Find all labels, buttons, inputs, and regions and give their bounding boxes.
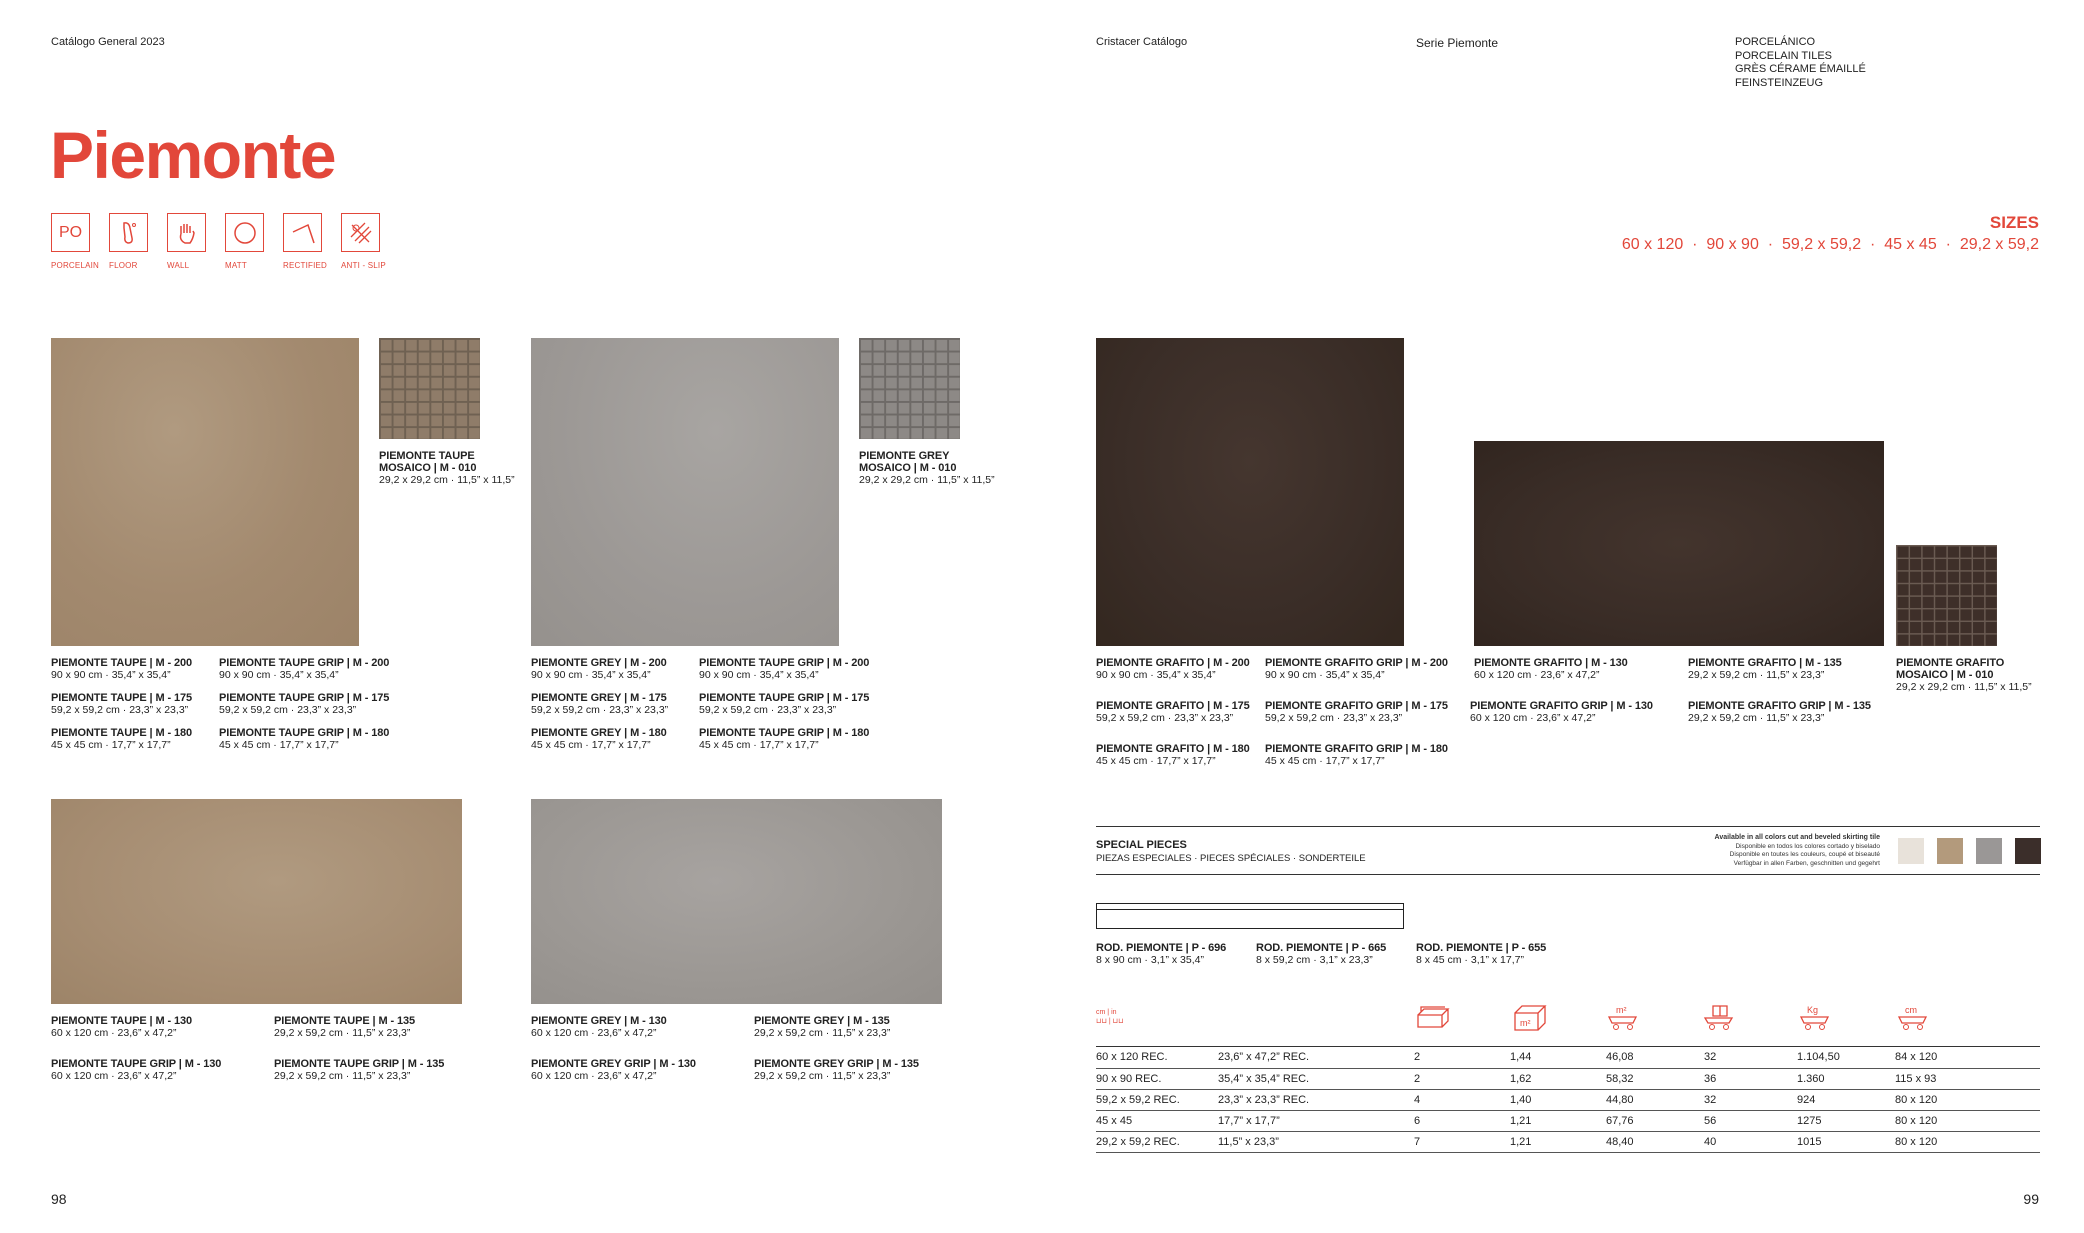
cell: 32	[1704, 1089, 1797, 1110]
cell: 6	[1414, 1110, 1510, 1131]
grey-mosaic-image	[859, 338, 960, 439]
caption: PIEMONTE TAUPE | M - 175 59,2 x 59,2 cm · 23,3” x 23,3”	[51, 692, 193, 716]
cell: 23,3” x 23,3” REC.	[1218, 1089, 1414, 1110]
cell: 1275	[1797, 1110, 1895, 1131]
cell: 40	[1704, 1131, 1797, 1152]
cell: 84 x 120	[1895, 1047, 2040, 1068]
table-row	[1096, 1047, 2040, 1068]
cell: 1,44	[1510, 1047, 1606, 1068]
material-line: FEINSTEINZEUG	[1735, 76, 1824, 89]
cell: 23,6” x 47,2” REC.	[1218, 1047, 1414, 1068]
matt-label: MATT	[225, 261, 247, 270]
taupe-square-tile-image	[51, 338, 359, 646]
caption: PIEMONTE GREY | M - 135 29,2 x 59,2 cm · 11,5” x 23,3”	[754, 1015, 891, 1039]
grey-square-tile-image	[531, 338, 839, 646]
caption: PIEMONTE TAUPE GRIP | M - 130 60 x 120 cm · 23,6” x 47,2”	[51, 1058, 222, 1082]
swatch-grey	[1976, 838, 2002, 864]
pieces-per-box-icon	[1414, 1003, 1450, 1038]
note-line: Disponible en todos los colores cortado y biselado	[1735, 842, 1880, 850]
material-line: PORCELÁNICO	[1735, 36, 1816, 48]
cell: 1,40	[1510, 1089, 1606, 1110]
wall-icon	[167, 213, 206, 252]
anti-slip-label: ANTI - SLIP	[341, 261, 386, 270]
cell: 46,08	[1606, 1047, 1704, 1068]
caption: PIEMONTE GREY GRIP | M - 130 60 x 120 cm · 23,6” x 47,2”	[531, 1058, 696, 1082]
special-note	[1620, 834, 1880, 868]
pallet-size-icon	[1896, 1003, 1932, 1038]
caption: PIEMONTE TAUPE | M - 130 60 x 120 cm · 23,6” x 47,2”	[51, 1015, 193, 1039]
material-list	[1735, 36, 1866, 90]
caption: PIEMONTE GRAFITO | M - 130 60 x 120 cm · 23,6” x 47,2”	[1474, 657, 1628, 681]
running-head-right: Cristacer Catálogo	[1096, 36, 1188, 48]
rectified-label: RECTIFIED	[283, 261, 328, 270]
floor-icon	[109, 213, 148, 252]
cell: 58,32	[1606, 1068, 1704, 1089]
cell: 1015	[1797, 1131, 1895, 1152]
caption: ROD. PIEMONTE | P - 665 8 x 59,2 cm · 3,1” x 23,3”	[1256, 942, 1387, 966]
m2-pallet-icon	[1606, 1003, 1642, 1038]
cell: 7	[1414, 1131, 1510, 1152]
cell: 2	[1414, 1047, 1510, 1068]
caption: PIEMONTE GRAFITO GRIP | M - 180 45 x 45 cm · 17,7” x 17,7”	[1265, 743, 1448, 767]
svg-text:cm: cm	[1905, 1005, 1917, 1015]
cell: 1,21	[1510, 1131, 1606, 1152]
cell: 4	[1414, 1089, 1510, 1110]
caption: PIEMONTE GRAFITO GRIP | M - 130 60 x 120 cm · 23,6” x 47,2”	[1470, 700, 1653, 724]
grafito-mosaic-caption: PIEMONTE GRAFITO MOSAICO | M - 010 29,2 x 29,2 cm · 11,5” x 11,5”	[1896, 657, 2032, 693]
cell: 44,80	[1606, 1089, 1704, 1110]
svg-text:m²: m²	[1616, 1005, 1627, 1015]
caption: PIEMONTE GREY | M - 200 90 x 90 cm · 35,4” x 35,4”	[531, 657, 667, 681]
caption: PIEMONTE TAUPE GRIP | M - 200 90 x 90 cm · 35,4” x 35,4”	[219, 657, 390, 681]
skirting-drawing	[1096, 903, 1404, 929]
cell: 60 x 120 REC.	[1096, 1047, 1218, 1068]
taupe-rect-tile-image	[51, 799, 462, 1004]
cell: 1.360	[1797, 1068, 1895, 1089]
caption: PIEMONTE GREY | M - 130 60 x 120 cm · 23,6” x 47,2”	[531, 1015, 667, 1039]
cell: 80 x 120	[1895, 1131, 2040, 1152]
table-row	[1096, 1068, 2040, 1089]
material-line: GRÈS CÉRAME ÉMAILLÉ	[1735, 63, 1866, 75]
cell: 90 x 90 REC.	[1096, 1068, 1218, 1089]
cell: 35,4” x 35,4” REC.	[1218, 1068, 1414, 1089]
cell: 80 x 120	[1895, 1110, 2040, 1131]
grafito-square-tile-image	[1096, 338, 1404, 646]
caption: PIEMONTE GREY | M - 180 45 x 45 cm · 17,7” x 17,7”	[531, 727, 667, 751]
cell: 11,5” x 23,3”	[1218, 1131, 1414, 1152]
grafito-mosaic-image	[1896, 545, 1997, 646]
page-number-right: 99	[2023, 1191, 2039, 1207]
special-title: SPECIAL PIECES	[1096, 839, 1187, 851]
taupe-mosaic-image	[379, 338, 480, 439]
page-number-left: 98	[51, 1191, 67, 1207]
caption: PIEMONTE TAUPE GRIP | M - 180 45 x 45 cm · 17,7” x 17,7”	[219, 727, 390, 751]
swatch-taupe	[1937, 838, 1963, 864]
caption: PIEMONTE GRAFITO | M - 175 59,2 x 59,2 cm · 23,3” x 23,3”	[1096, 700, 1250, 724]
cell: 80 x 120	[1895, 1089, 2040, 1110]
caption: PIEMONTE GRAFITO | M - 135 29,2 x 59,2 cm · 11,5” x 23,3”	[1688, 657, 1842, 681]
note-line: Available in all colors cut and beveled skirting tile	[1714, 834, 1880, 841]
caption: PIEMONTE TAUPE GRIP | M - 175 59,2 x 59,2 cm · 23,3” x 23,3”	[699, 692, 870, 716]
cell: 59,2 x 59,2 REC.	[1096, 1089, 1218, 1110]
caption: ROD. PIEMONTE | P - 696 8 x 90 cm · 3,1” x 35,4”	[1096, 942, 1227, 966]
special-bottom-rule	[1096, 874, 2040, 875]
svg-text:m²: m²	[1520, 1018, 1531, 1028]
caption: PIEMONTE TAUPE GRIP | M - 200 90 x 90 cm · 35,4” x 35,4”	[699, 657, 870, 681]
material-line: PORCELAIN TILES	[1735, 49, 1832, 62]
caption: PIEMONTE GRAFITO GRIP | M - 200 90 x 90 cm · 35,4” x 35,4”	[1265, 657, 1448, 681]
caption: PIEMONTE GRAFITO GRIP | M - 175 59,2 x 59,2 cm · 23,3” x 23,3”	[1265, 700, 1448, 724]
taupe-mosaic-caption: PIEMONTE TAUPE MOSAICO | M - 010 29,2 x 29,2 cm · 11,5” x 11,5”	[379, 450, 515, 486]
cell: 29,2 x 59,2 REC.	[1096, 1131, 1218, 1152]
wall-label: WALL	[167, 261, 190, 270]
svg-text:Kg: Kg	[1807, 1005, 1819, 1015]
cell: 36	[1704, 1068, 1797, 1089]
caption: PIEMONTE TAUPE | M - 200 90 x 90 cm · 35,4” x 35,4”	[51, 657, 193, 681]
caption: PIEMONTE TAUPE GRIP | M - 135 29,2 x 59,2 cm · 11,5” x 23,3”	[274, 1058, 445, 1082]
note-line: Verfügbar in allen Farben, geschnitten und gegehrt	[1733, 859, 1880, 867]
swatch-grafito	[2015, 838, 2041, 864]
caption: PIEMONTE GREY | M - 175 59,2 x 59,2 cm · 23,3” x 23,3”	[531, 692, 669, 716]
cell: 924	[1797, 1089, 1895, 1110]
cell: 48,40	[1606, 1131, 1704, 1152]
cell: 17,7” x 17,7”	[1218, 1110, 1414, 1131]
kg-pallet-icon	[1798, 1003, 1834, 1038]
caption: PIEMONTE TAUPE GRIP | M - 175 59,2 x 59,2 cm · 23,3” x 23,3”	[219, 692, 390, 716]
table-row	[1096, 1131, 2040, 1152]
cell: 2	[1414, 1068, 1510, 1089]
cell: 115 x 93	[1895, 1068, 2040, 1089]
porcelain-icon: PO	[51, 213, 90, 252]
cell: 1,21	[1510, 1110, 1606, 1131]
cell: 1.104,50	[1797, 1047, 1895, 1068]
sizes-list: 60 x 120 · 90 x 90 · 59,2 x 59,2 · 45 x 45 · 29,2 x 59,2	[1621, 236, 2039, 253]
special-top-rule	[1096, 826, 2040, 827]
running-head-left: Catálogo General 2023	[51, 36, 165, 48]
cell: 45 x 45	[1096, 1110, 1218, 1131]
caption: PIEMONTE TAUPE | M - 135 29,2 x 59,2 cm · 11,5” x 23,3”	[274, 1015, 416, 1039]
floor-label: FLOOR	[109, 261, 138, 270]
special-subtitle: PIEZAS ESPECIALES · PIECES SPÉCIALES · SONDERTEILE	[1096, 853, 1366, 864]
caption: PIEMONTE GREY GRIP | M - 135 29,2 x 59,2 cm · 11,5” x 23,3”	[754, 1058, 919, 1082]
cell: 1,62	[1510, 1068, 1606, 1089]
grafito-rect-tile-image	[1474, 441, 1884, 646]
grey-rect-tile-image	[531, 799, 942, 1004]
grey-mosaic-caption: PIEMONTE GREY MOSAICO | M - 010 29,2 x 29,2 cm · 11,5” x 11,5”	[859, 450, 995, 486]
rectified-icon	[283, 213, 322, 252]
packing-table	[1096, 1046, 2040, 1153]
caption: PIEMONTE GRAFITO GRIP | M - 135 29,2 x 59,2 cm · 11,5” x 23,3”	[1688, 700, 1871, 724]
matt-icon	[225, 213, 264, 252]
sizes-title: SIZES	[1989, 213, 2039, 232]
table-row	[1096, 1110, 2040, 1131]
cm-in-icon: cm | in ⊔⊔ | ⊔⊔	[1096, 1009, 1124, 1025]
caption: PIEMONTE TAUPE | M - 180 45 x 45 cm · 17,7” x 17,7”	[51, 727, 193, 751]
swatch-cream	[1898, 838, 1924, 864]
note-line: Disponible en toutes les couleurs, coupé et biseauté	[1729, 851, 1880, 858]
anti-slip-icon	[341, 213, 380, 252]
porcelain-label: PORCELAIN	[51, 261, 100, 270]
m2-per-box-icon	[1512, 1003, 1548, 1038]
caption: PIEMONTE GRAFITO | M - 200 90 x 90 cm · 35,4” x 35,4”	[1096, 657, 1250, 681]
caption: ROD. PIEMONTE | P - 655 8 x 45 cm · 3,1” x 17,7”	[1416, 942, 1547, 966]
cell: 32	[1704, 1047, 1797, 1068]
caption: PIEMONTE TAUPE GRIP | M - 180 45 x 45 cm · 17,7” x 17,7”	[699, 727, 870, 751]
series-name: Serie Piemonte	[1416, 36, 1499, 50]
cell: 56	[1704, 1110, 1797, 1131]
cell: 67,76	[1606, 1110, 1704, 1131]
table-row	[1096, 1089, 2040, 1110]
caption: PIEMONTE GRAFITO | M - 180 45 x 45 cm · 17,7” x 17,7”	[1096, 743, 1250, 767]
page-title: Piemonte	[50, 118, 336, 192]
boxes-pallet-icon	[1702, 1003, 1738, 1038]
